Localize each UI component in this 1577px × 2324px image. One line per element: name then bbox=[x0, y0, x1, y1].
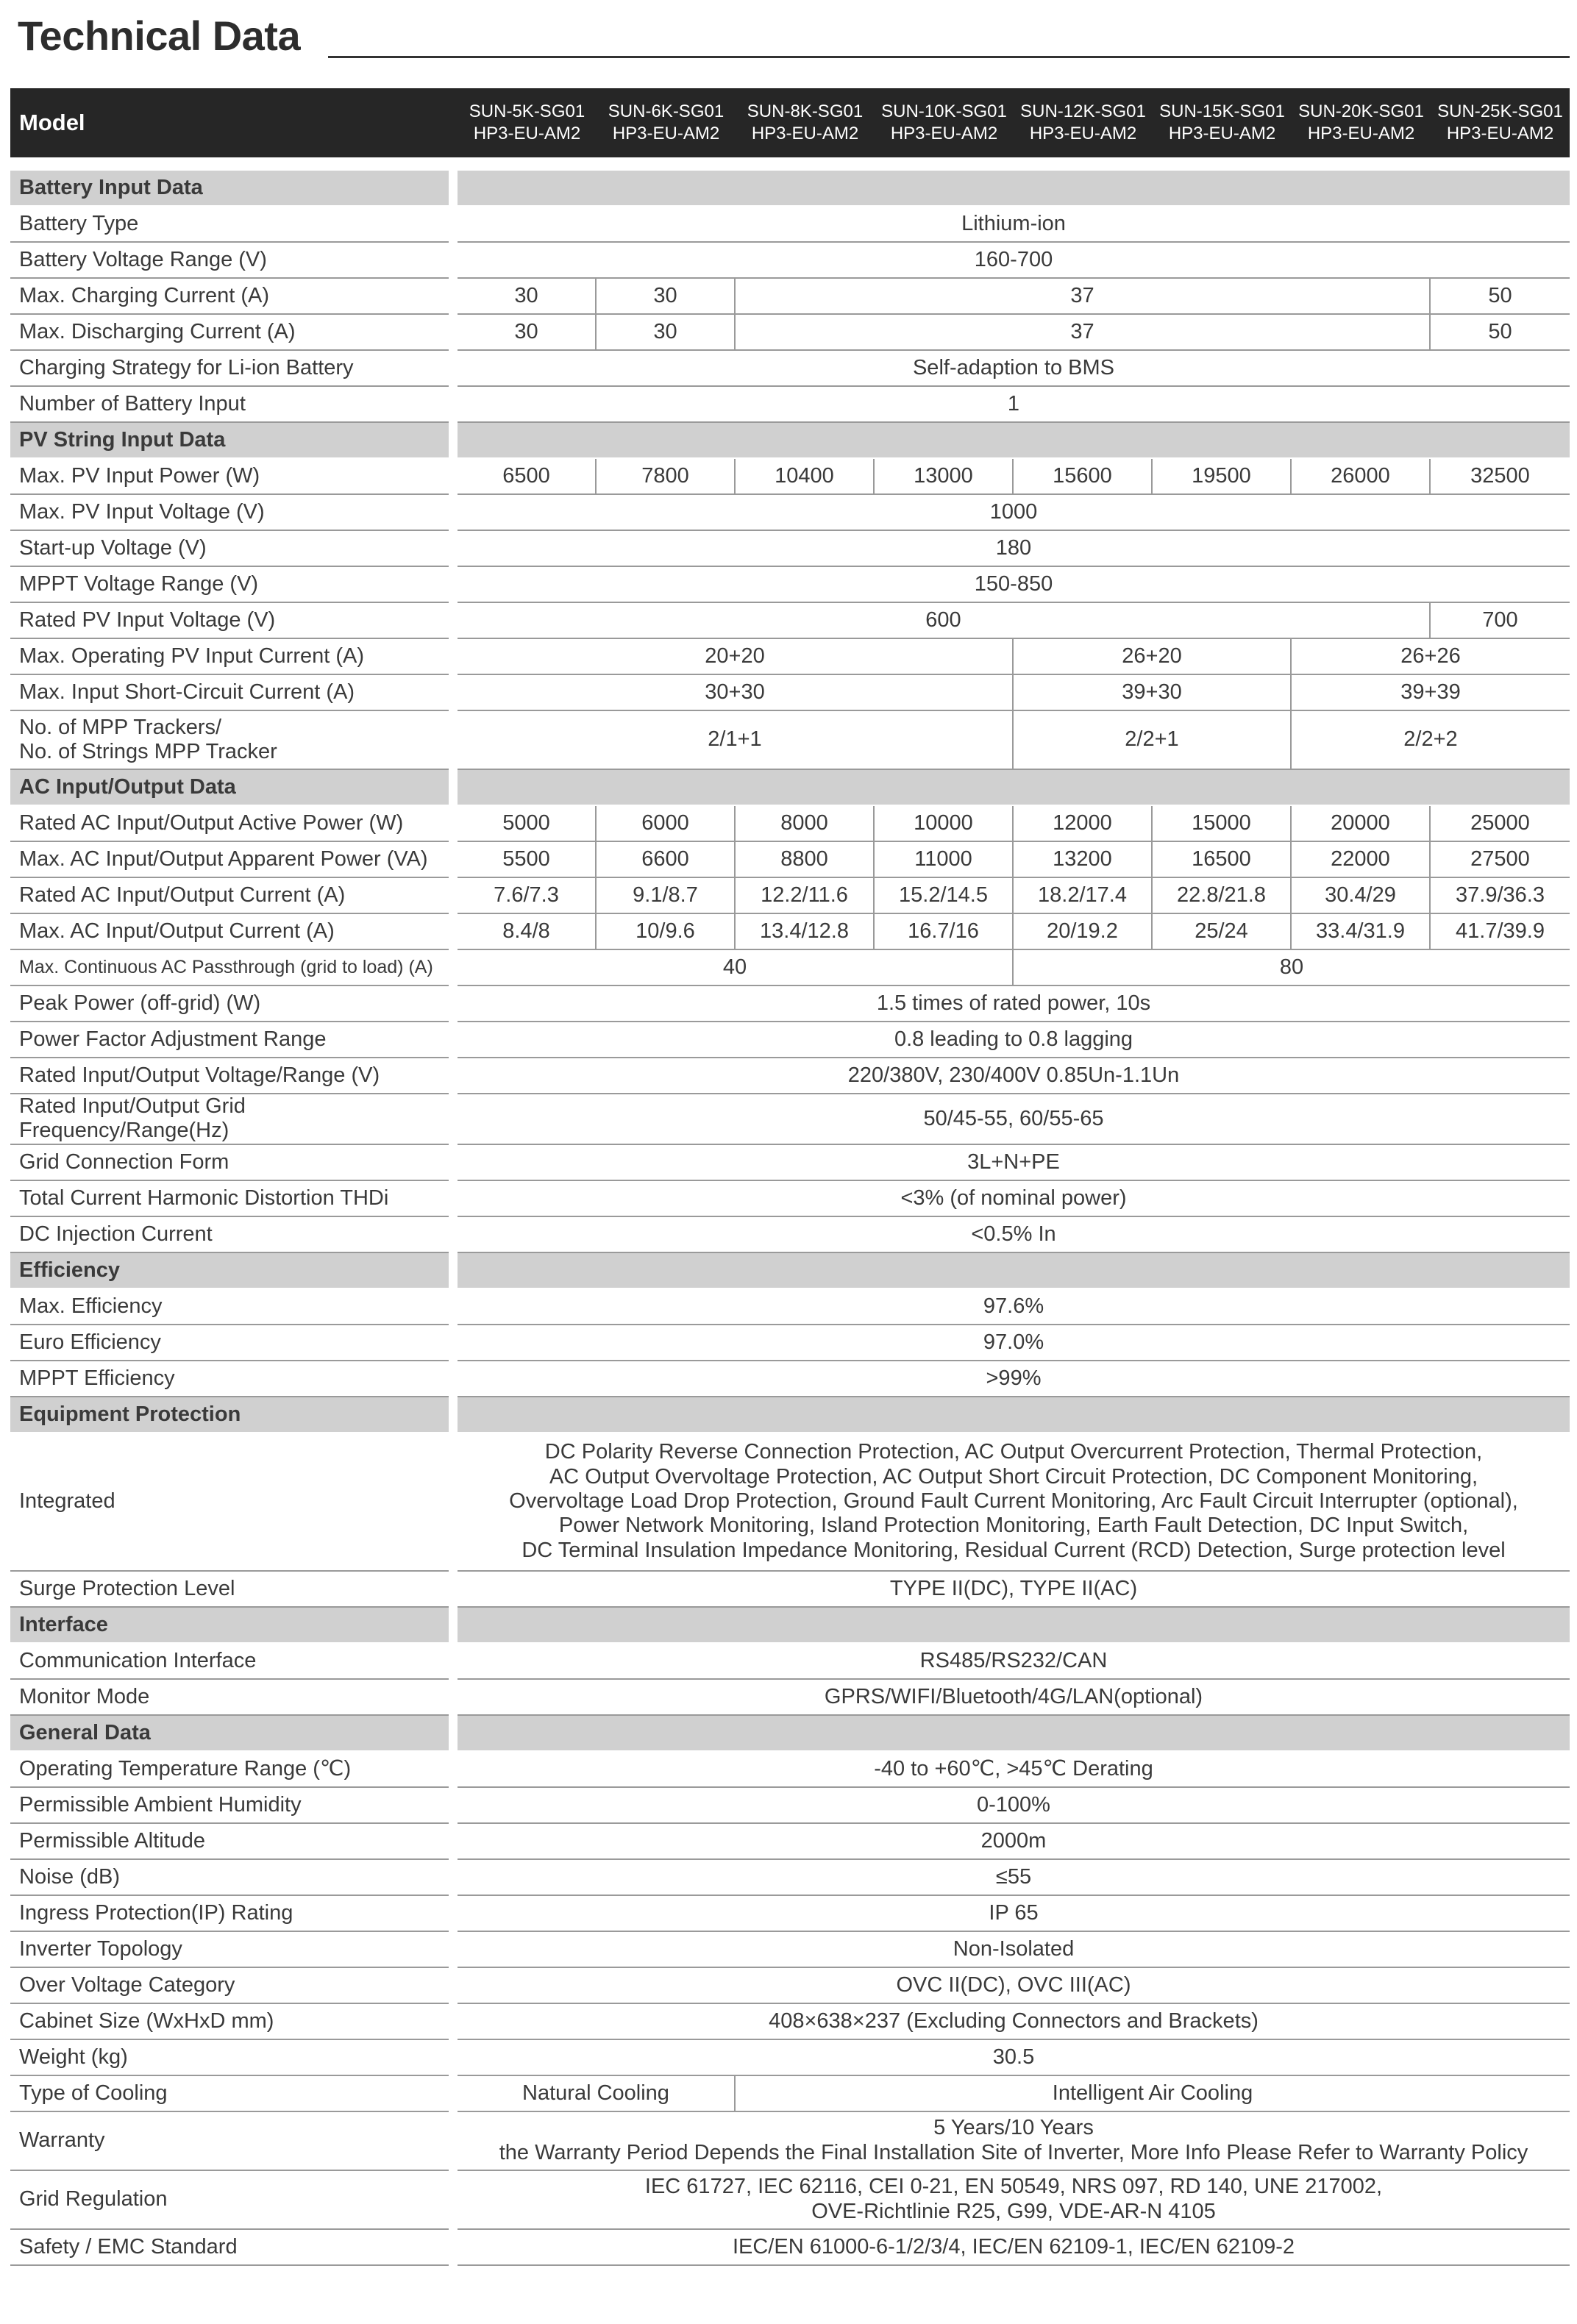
spec-value: 40 bbox=[458, 950, 1014, 986]
spec-value: 20/19.2 bbox=[1014, 914, 1153, 950]
spec-row bbox=[10, 2230, 1570, 2266]
model-name-line2: HP3-EU-AM2 bbox=[751, 124, 859, 143]
spec-value-line: the Warranty Period Depends the Final Installation Site of Inverter, More Info Please Refer to Warranty Policy bbox=[499, 2140, 1528, 2164]
model-name-line1: SUN-10K-SG01 bbox=[881, 101, 1007, 121]
spec-value: 30 bbox=[597, 279, 736, 315]
spec-label: Battery Voltage Range (V) bbox=[10, 243, 449, 279]
spec-value-line: IEC 61727, IEC 62116, CEI 0-21, EN 50549, NRS 097, RD 140, UNE 217002, bbox=[644, 2175, 1383, 2199]
spec-label: Max. AC Input/Output Apparent Power (VA) bbox=[10, 842, 449, 878]
spec-value: 10/9.6 bbox=[597, 914, 736, 950]
model-name-line1: SUN-20K-SG01 bbox=[1298, 101, 1424, 121]
spec-label: Max. Operating PV Input Current (A) bbox=[10, 639, 449, 675]
spec-row bbox=[10, 914, 1570, 950]
model-header-cell bbox=[597, 88, 736, 157]
spec-label: Total Current Harmonic Distortion THDi bbox=[10, 1181, 449, 1217]
spec-value bbox=[458, 1433, 1570, 1572]
model-name-line1: SUN-8K-SG01 bbox=[747, 101, 864, 121]
spec-value: IP 65 bbox=[458, 1896, 1570, 1932]
spec-label: Permissible Altitude bbox=[10, 1824, 449, 1860]
spec-row bbox=[10, 1680, 1570, 1716]
spec-value: 1 bbox=[458, 387, 1570, 423]
spec-value: 26000 bbox=[1292, 459, 1431, 495]
model-name-line1: SUN-12K-SG01 bbox=[1020, 101, 1146, 121]
spec-value: 20000 bbox=[1292, 806, 1431, 842]
spec-label: Peak Power (off-grid) (W) bbox=[10, 986, 449, 1022]
spec-label: Warranty bbox=[10, 2112, 449, 2171]
spec-value: 50 bbox=[1431, 315, 1570, 351]
spec-row bbox=[10, 1572, 1570, 1608]
page-title: Technical Data bbox=[18, 13, 301, 59]
spec-label: Inverter Topology bbox=[10, 1932, 449, 1968]
spec-row bbox=[10, 878, 1570, 914]
spec-label: Max. Efficiency bbox=[10, 1289, 449, 1325]
section-header-row bbox=[10, 1716, 1570, 1752]
spec-value-line: DC Polarity Reverse Connection Protection, AC Output Overcurrent Protection, Thermal Protection, bbox=[544, 1440, 1483, 1464]
spec-label: Grid Connection Form bbox=[10, 1145, 449, 1181]
spec-value: 18.2/17.4 bbox=[1014, 878, 1153, 914]
spec-value-line: AC Output Overvoltage Protection, AC Output Short Circuit Protection, DC Component Monitoring, bbox=[549, 1464, 1478, 1489]
spec-label: Max. Charging Current (A) bbox=[10, 279, 449, 315]
spec-value: 600 bbox=[458, 603, 1431, 639]
model-name-line1: SUN-5K-SG01 bbox=[469, 101, 585, 121]
section-header-row bbox=[10, 423, 1570, 459]
spec-label: Permissible Ambient Humidity bbox=[10, 1788, 449, 1824]
spec-row bbox=[10, 1896, 1570, 1932]
spec-value: 30 bbox=[458, 279, 597, 315]
spec-label: Battery Type bbox=[10, 207, 449, 243]
spec-value: 0.8 leading to 0.8 lagging bbox=[458, 1022, 1570, 1058]
model-header-cell bbox=[875, 88, 1014, 157]
spec-row bbox=[10, 2040, 1570, 2076]
spec-value: 10400 bbox=[736, 459, 875, 495]
spec-value: RS485/RS232/CAN bbox=[458, 1644, 1570, 1680]
spec-value: 6000 bbox=[597, 806, 736, 842]
section-header-row bbox=[10, 1253, 1570, 1289]
spec-row bbox=[10, 1932, 1570, 1968]
model-name-line2: HP3-EU-AM2 bbox=[1446, 124, 1554, 143]
spec-label: Over Voltage Category bbox=[10, 1968, 449, 2004]
spec-row bbox=[10, 315, 1570, 351]
spec-row bbox=[10, 243, 1570, 279]
spec-value: 8800 bbox=[736, 842, 875, 878]
model-name-line2: HP3-EU-AM2 bbox=[473, 124, 581, 143]
spec-value: 6600 bbox=[597, 842, 736, 878]
spec-value: 1000 bbox=[458, 495, 1570, 531]
spec-label bbox=[10, 711, 449, 770]
spec-value: 408×638×237 (Excluding Connectors and Brackets) bbox=[458, 2004, 1570, 2040]
spec-row bbox=[10, 531, 1570, 567]
spec-row bbox=[10, 567, 1570, 603]
spec-value: 7.6/7.3 bbox=[458, 878, 597, 914]
spec-value: 15600 bbox=[1014, 459, 1153, 495]
spec-value: 2/1+1 bbox=[458, 711, 1014, 770]
spec-row bbox=[10, 711, 1570, 770]
spec-value-line: Power Network Monitoring, Island Protection Monitoring, Earth Fault Detection, DC Input Switch, bbox=[558, 1514, 1469, 1538]
spec-value: 160-700 bbox=[458, 243, 1570, 279]
spec-value: >99% bbox=[458, 1361, 1570, 1397]
section-bar bbox=[458, 1716, 1570, 1752]
spec-value: 30 bbox=[458, 315, 597, 351]
spec-label-line: No. of Strings MPP Tracker bbox=[19, 740, 277, 763]
spec-value: 9.1/8.7 bbox=[597, 878, 736, 914]
spec-label: Max. Continuous AC Passthrough (grid to load) (A) bbox=[10, 950, 449, 986]
spec-value: 50/45-55, 60/55-65 bbox=[458, 1094, 1570, 1145]
spec-value: 97.0% bbox=[458, 1325, 1570, 1361]
section-bar bbox=[458, 770, 1570, 806]
spec-value: 30.4/29 bbox=[1292, 878, 1431, 914]
spec-value: 30.5 bbox=[458, 2040, 1570, 2076]
spec-label: Start-up Voltage (V) bbox=[10, 531, 449, 567]
model-header-cell bbox=[458, 88, 597, 157]
spec-row bbox=[10, 2076, 1570, 2112]
spec-row bbox=[10, 842, 1570, 878]
spec-value: 15000 bbox=[1153, 806, 1292, 842]
section-bar bbox=[458, 1397, 1570, 1433]
spec-row bbox=[10, 1022, 1570, 1058]
spec-value: 25000 bbox=[1431, 806, 1570, 842]
model-name-line2: HP3-EU-AM2 bbox=[1168, 124, 1276, 143]
section-bar bbox=[458, 1253, 1570, 1289]
spec-row bbox=[10, 2004, 1570, 2040]
spec-value: GPRS/WIFI/Bluetooth/4G/LAN(optional) bbox=[458, 1680, 1570, 1716]
spec-label: Grid Regulation bbox=[10, 2171, 449, 2230]
spec-row bbox=[10, 1752, 1570, 1788]
spec-row bbox=[10, 986, 1570, 1022]
spec-value: 11000 bbox=[875, 842, 1014, 878]
section-title: Equipment Protection bbox=[10, 1397, 449, 1433]
spec-label: Surge Protection Level bbox=[10, 1572, 449, 1608]
spec-label: Rated Input/Output Grid Frequency/Range(Hz) bbox=[10, 1094, 449, 1145]
spec-value: 3L+N+PE bbox=[458, 1145, 1570, 1181]
spec-value: IEC/EN 61000-6-1/2/3/4, IEC/EN 62109-1, IEC/EN 62109-2 bbox=[458, 2230, 1570, 2266]
spec-value: 26+26 bbox=[1292, 639, 1570, 675]
spec-value: 220/380V, 230/400V 0.85Un-1.1Un bbox=[458, 1058, 1570, 1094]
spec-value: 1.5 times of rated power, 10s bbox=[458, 986, 1570, 1022]
spec-value: 16500 bbox=[1153, 842, 1292, 878]
spec-row bbox=[10, 1968, 1570, 2004]
section-title: AC Input/Output Data bbox=[10, 770, 449, 806]
spec-value-line: 5 Years/10 Years bbox=[933, 2116, 1094, 2140]
spec-value: Lithium-ion bbox=[458, 207, 1570, 243]
spec-value: 16.7/16 bbox=[875, 914, 1014, 950]
section-title: Efficiency bbox=[10, 1253, 449, 1289]
spec-label: Weight (kg) bbox=[10, 2040, 449, 2076]
spec-row bbox=[10, 1860, 1570, 1896]
spec-value: 22000 bbox=[1292, 842, 1431, 878]
spec-row bbox=[10, 1058, 1570, 1094]
spec-value: 10000 bbox=[875, 806, 1014, 842]
spec-label: Charging Strategy for Li-ion Battery bbox=[10, 351, 449, 387]
model-header-cell bbox=[736, 88, 875, 157]
spec-value: 8.4/8 bbox=[458, 914, 597, 950]
section-header-row bbox=[10, 1608, 1570, 1644]
spec-value: 5500 bbox=[458, 842, 597, 878]
spec-row bbox=[10, 1361, 1570, 1397]
spec-row bbox=[10, 950, 1570, 986]
spec-label: Communication Interface bbox=[10, 1644, 449, 1680]
spec-value: Non-Isolated bbox=[458, 1932, 1570, 1968]
spec-value bbox=[458, 2171, 1570, 2230]
spec-row bbox=[10, 2112, 1570, 2171]
model-name-line2: HP3-EU-AM2 bbox=[890, 124, 998, 143]
title-underline bbox=[328, 56, 1570, 58]
section-header-row bbox=[10, 171, 1570, 207]
spec-row bbox=[10, 1094, 1570, 1145]
spec-label: Max. PV Input Voltage (V) bbox=[10, 495, 449, 531]
model-name-line1: SUN-15K-SG01 bbox=[1159, 101, 1285, 121]
spec-value: 25/24 bbox=[1153, 914, 1292, 950]
spec-value bbox=[458, 2112, 1570, 2171]
spec-value: ≤55 bbox=[458, 1860, 1570, 1896]
section-title: General Data bbox=[10, 1716, 449, 1752]
spec-row bbox=[10, 1217, 1570, 1253]
spec-value: 37.9/36.3 bbox=[1431, 878, 1570, 914]
model-header-cell bbox=[1153, 88, 1292, 157]
section-title: PV String Input Data bbox=[10, 423, 449, 459]
spec-label: Noise (dB) bbox=[10, 1860, 449, 1896]
spec-value: 13.4/12.8 bbox=[736, 914, 875, 950]
spec-label: MPPT Efficiency bbox=[10, 1361, 449, 1397]
spec-label: Rated AC Input/Output Active Power (W) bbox=[10, 806, 449, 842]
spec-value-line: Overvoltage Load Drop Protection, Ground Fault Current Monitoring, Arc Fault Circuit Interrupter (optional), bbox=[509, 1489, 1518, 1514]
model-header-cell bbox=[1292, 88, 1431, 157]
spec-value: 12000 bbox=[1014, 806, 1153, 842]
spec-label: Cabinet Size (WxHxD mm) bbox=[10, 2004, 449, 2040]
spec-value: 33.4/31.9 bbox=[1292, 914, 1431, 950]
spec-row bbox=[10, 495, 1570, 531]
spec-value: 39+30 bbox=[1014, 675, 1292, 711]
spec-value: Natural Cooling bbox=[458, 2076, 736, 2112]
spec-row bbox=[10, 603, 1570, 639]
model-name-line2: HP3-EU-AM2 bbox=[1029, 124, 1137, 143]
section-bar bbox=[458, 423, 1570, 459]
spec-row bbox=[10, 351, 1570, 387]
spec-label: Rated AC Input/Output Current (A) bbox=[10, 878, 449, 914]
spec-row bbox=[10, 1181, 1570, 1217]
spec-row bbox=[10, 1325, 1570, 1361]
spec-row bbox=[10, 675, 1570, 711]
spec-row bbox=[10, 387, 1570, 423]
spec-label: Safety / EMC Standard bbox=[10, 2230, 449, 2266]
spec-value: 0-100% bbox=[458, 1788, 1570, 1824]
spec-value-line: DC Terminal Insulation Impedance Monitoring, Residual Current (RCD) Detection, Surge protection level bbox=[521, 1538, 1506, 1562]
spec-value: 97.6% bbox=[458, 1289, 1570, 1325]
spec-value: 37 bbox=[736, 279, 1431, 315]
section-title: Interface bbox=[10, 1608, 449, 1644]
spec-row bbox=[10, 1145, 1570, 1181]
spec-label: MPPT Voltage Range (V) bbox=[10, 567, 449, 603]
spec-value: Intelligent Air Cooling bbox=[736, 2076, 1570, 2112]
spec-value: 32500 bbox=[1431, 459, 1570, 495]
model-name-line1: SUN-25K-SG01 bbox=[1437, 101, 1563, 121]
spec-label: Type of Cooling bbox=[10, 2076, 449, 2112]
section-header-row bbox=[10, 770, 1570, 806]
spec-value: 41.7/39.9 bbox=[1431, 914, 1570, 950]
spec-value: 13000 bbox=[875, 459, 1014, 495]
spec-row bbox=[10, 806, 1570, 842]
spec-label: Ingress Protection(IP) Rating bbox=[10, 1896, 449, 1932]
spec-label: Power Factor Adjustment Range bbox=[10, 1022, 449, 1058]
spec-row bbox=[10, 1788, 1570, 1824]
model-name-line2: HP3-EU-AM2 bbox=[1307, 124, 1415, 143]
section-bar bbox=[458, 171, 1570, 207]
spec-value: Self-adaption to BMS bbox=[458, 351, 1570, 387]
header-spacer bbox=[10, 157, 1570, 171]
section-title: Battery Input Data bbox=[10, 171, 449, 207]
model-name-line2: HP3-EU-AM2 bbox=[612, 124, 720, 143]
spec-label: Max. PV Input Power (W) bbox=[10, 459, 449, 495]
spec-row bbox=[10, 207, 1570, 243]
model-header-label: Model bbox=[10, 88, 449, 157]
spec-value: 27500 bbox=[1431, 842, 1570, 878]
spec-row bbox=[10, 279, 1570, 315]
spec-label: Number of Battery Input bbox=[10, 387, 449, 423]
spec-value: OVC II(DC), OVC III(AC) bbox=[458, 1968, 1570, 2004]
spec-row bbox=[10, 1289, 1570, 1325]
spec-row bbox=[10, 1433, 1570, 1572]
spec-value: 700 bbox=[1431, 603, 1570, 639]
technical-data-table bbox=[10, 88, 1570, 2266]
spec-label: Rated Input/Output Voltage/Range (V) bbox=[10, 1058, 449, 1094]
spec-label: Monitor Mode bbox=[10, 1680, 449, 1716]
spec-row bbox=[10, 459, 1570, 495]
spec-value: 13200 bbox=[1014, 842, 1153, 878]
model-header-cell bbox=[1431, 88, 1570, 157]
spec-label: Operating Temperature Range (℃) bbox=[10, 1752, 449, 1788]
spec-label: Integrated bbox=[10, 1433, 449, 1572]
spec-value: -40 to +60℃, >45℃ Derating bbox=[458, 1752, 1570, 1788]
spec-value: 5000 bbox=[458, 806, 597, 842]
spec-row bbox=[10, 1824, 1570, 1860]
spec-value: 150-850 bbox=[458, 567, 1570, 603]
spec-value: 30 bbox=[597, 315, 736, 351]
spec-row bbox=[10, 2171, 1570, 2230]
spec-label: DC Injection Current bbox=[10, 1217, 449, 1253]
spec-label: Max. Discharging Current (A) bbox=[10, 315, 449, 351]
spec-value: 2/2+2 bbox=[1292, 711, 1570, 770]
spec-value: 26+20 bbox=[1014, 639, 1292, 675]
spec-label-line: No. of MPP Trackers/ bbox=[19, 715, 222, 739]
spec-value: 37 bbox=[736, 315, 1431, 351]
spec-value: <0.5% In bbox=[458, 1217, 1570, 1253]
spec-row bbox=[10, 639, 1570, 675]
section-bar bbox=[458, 1608, 1570, 1644]
spec-label: Euro Efficiency bbox=[10, 1325, 449, 1361]
spec-value: 20+20 bbox=[458, 639, 1014, 675]
spec-label: Max. AC Input/Output Current (A) bbox=[10, 914, 449, 950]
model-header-cell bbox=[1014, 88, 1153, 157]
spec-value: 6500 bbox=[458, 459, 597, 495]
spec-value: TYPE II(DC), TYPE II(AC) bbox=[458, 1572, 1570, 1608]
spec-value: 2/2+1 bbox=[1014, 711, 1292, 770]
spec-value: 39+39 bbox=[1292, 675, 1570, 711]
spec-value: 15.2/14.5 bbox=[875, 878, 1014, 914]
spec-label: Max. Input Short-Circuit Current (A) bbox=[10, 675, 449, 711]
model-header-row bbox=[10, 88, 1570, 157]
spec-value: 50 bbox=[1431, 279, 1570, 315]
spec-label: Rated PV Input Voltage (V) bbox=[10, 603, 449, 639]
spec-value-line: OVE-Richtlinie R25, G99, VDE-AR-N 4105 bbox=[811, 2199, 1216, 2223]
spec-value: 8000 bbox=[736, 806, 875, 842]
spec-value: 12.2/11.6 bbox=[736, 878, 875, 914]
spec-value: 2000m bbox=[458, 1824, 1570, 1860]
spec-value: 7800 bbox=[597, 459, 736, 495]
spec-value: <3% (of nominal power) bbox=[458, 1181, 1570, 1217]
section-header-row bbox=[10, 1397, 1570, 1433]
spec-value: 30+30 bbox=[458, 675, 1014, 711]
spec-value: 180 bbox=[458, 531, 1570, 567]
spec-value: 19500 bbox=[1153, 459, 1292, 495]
spec-row bbox=[10, 1644, 1570, 1680]
spec-value: 80 bbox=[1014, 950, 1570, 986]
model-name-line1: SUN-6K-SG01 bbox=[608, 101, 725, 121]
spec-value: 22.8/21.8 bbox=[1153, 878, 1292, 914]
